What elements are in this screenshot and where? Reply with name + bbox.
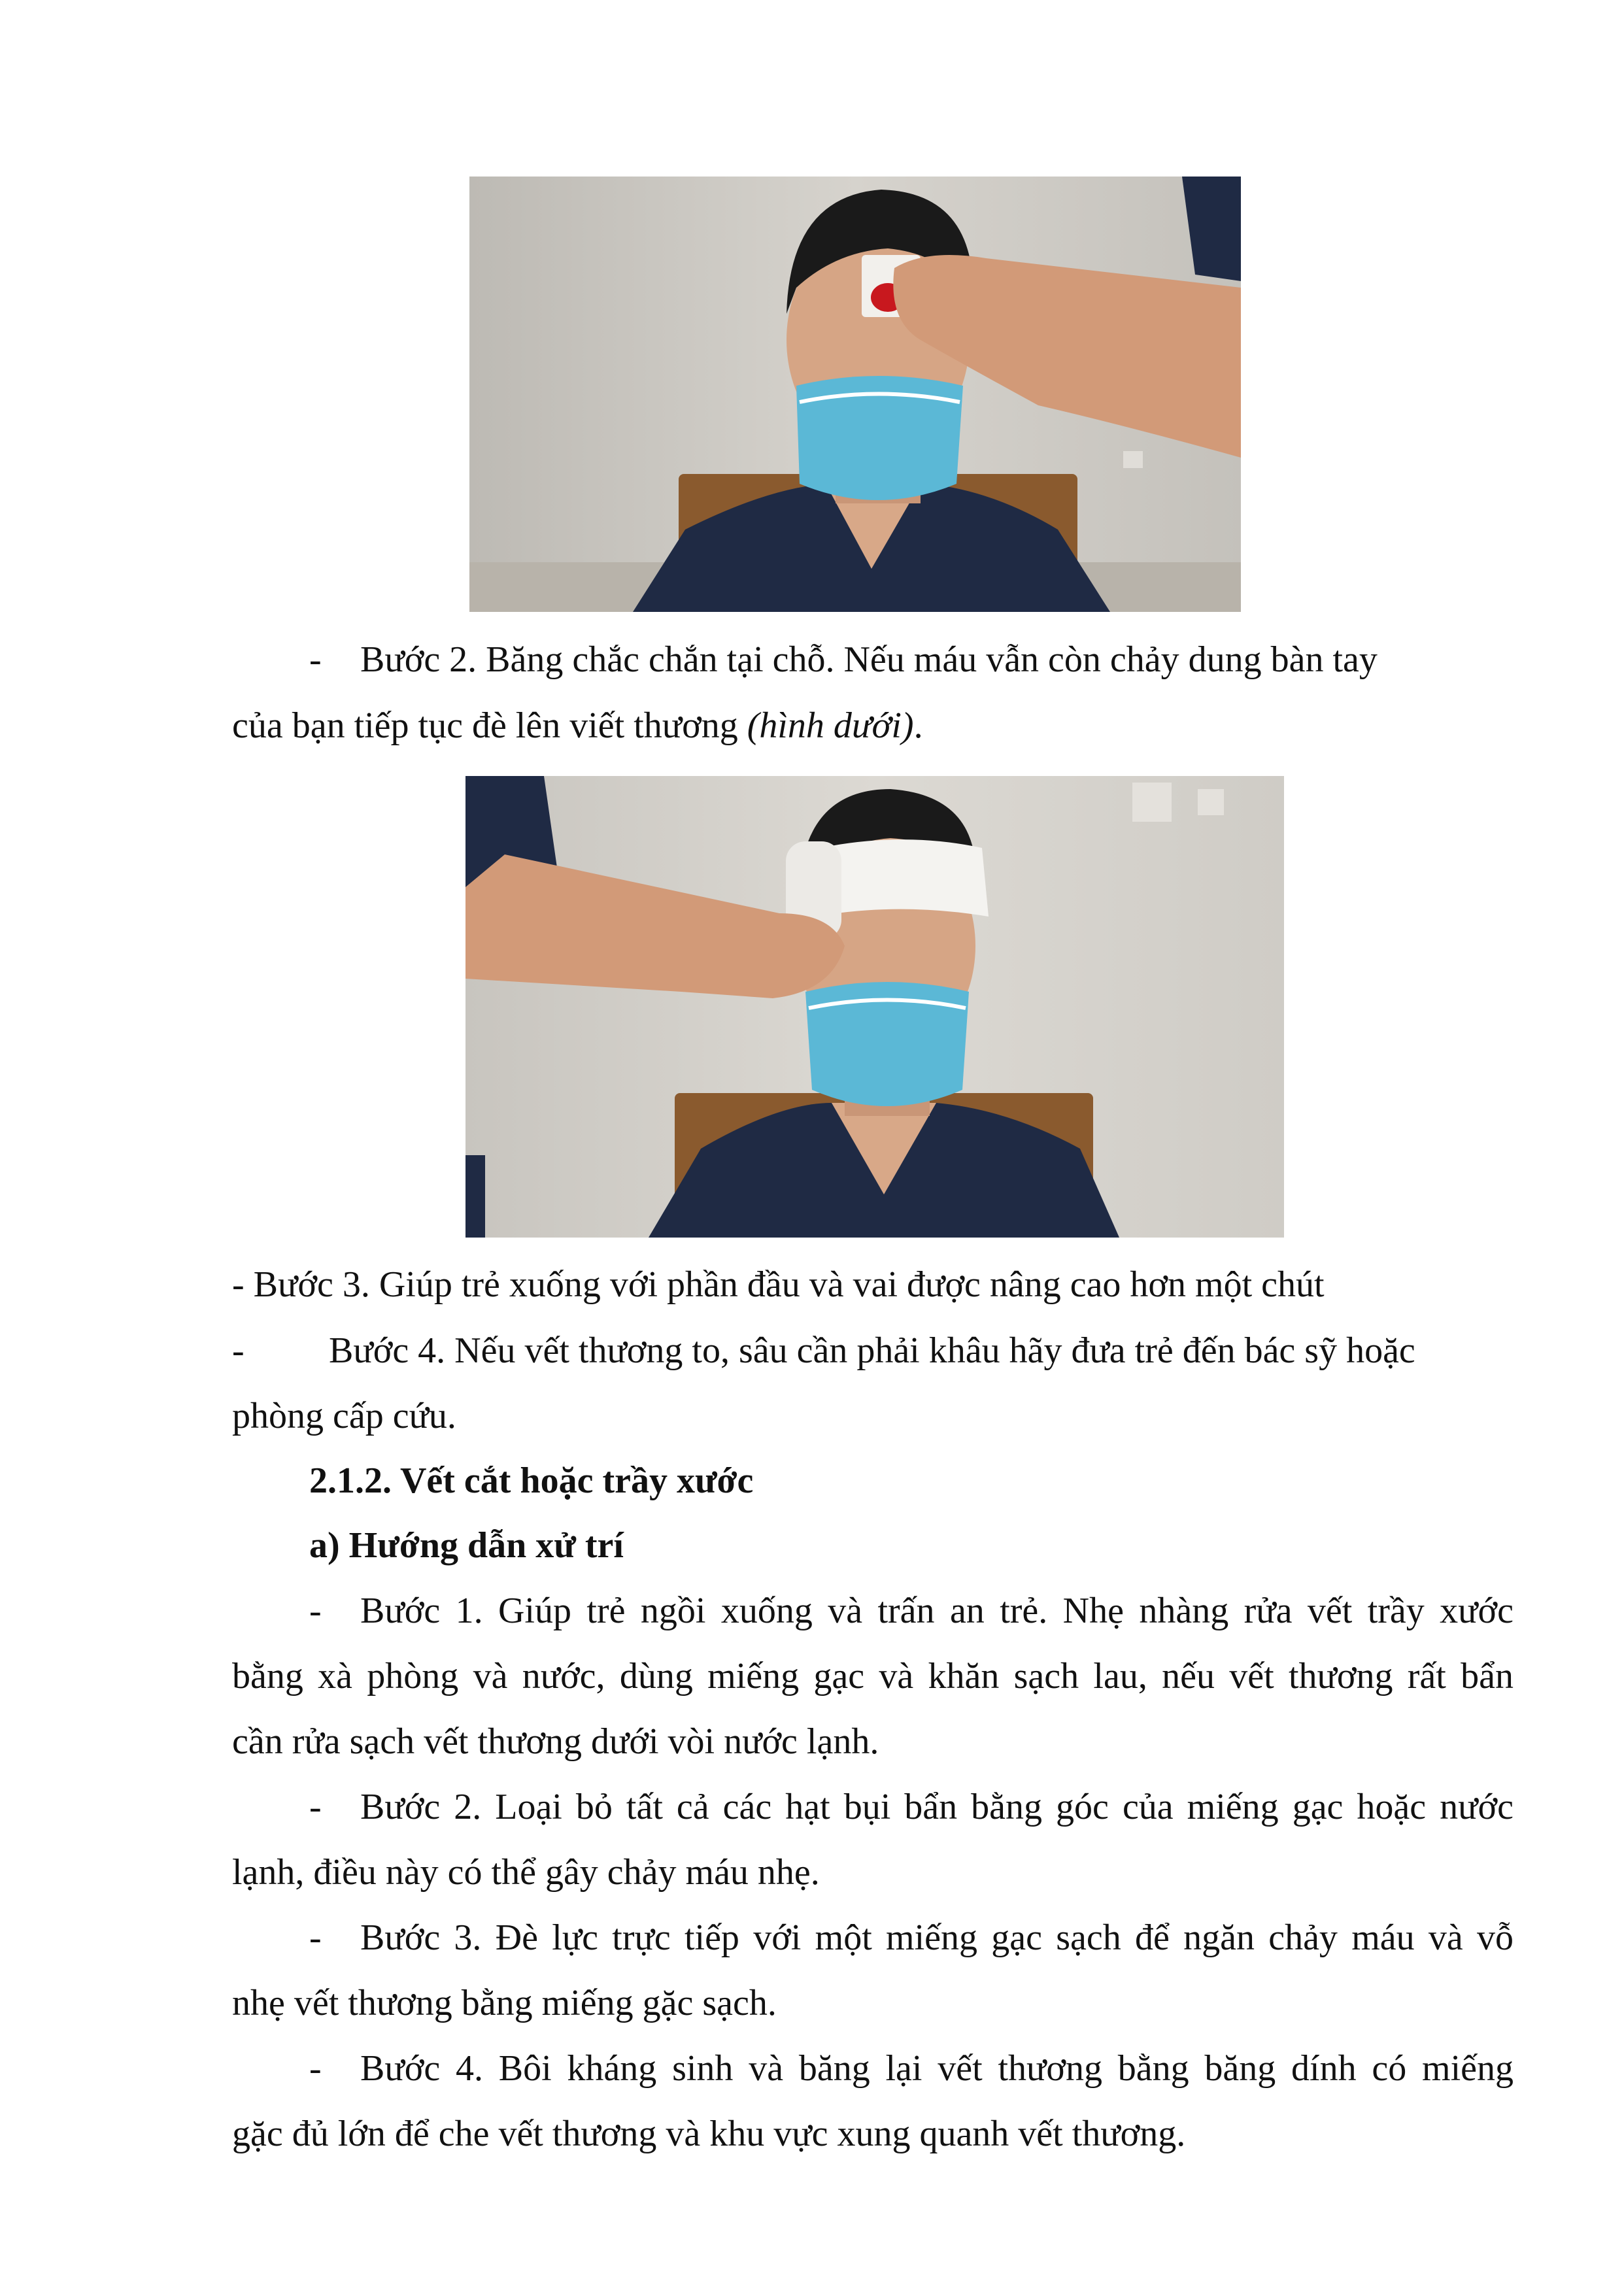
step-item-4-line2: gặc đủ lớn để che vết thương và khu vực xung quanh vết thương. — [232, 2114, 1186, 2154]
step4-line2: phòng cấp cứu. — [232, 1396, 456, 1436]
photo-forehead-gauze-pressure — [469, 177, 1241, 612]
figure-reference: (hình dưới) — [747, 705, 914, 746]
section-heading: 2.1.2. Vết cắt hoặc trầy xước — [309, 1460, 754, 1501]
step-item-3-line2: nhẹ vết thương bằng miếng gặc sạch. — [232, 1983, 777, 2023]
list-dash: - — [309, 1787, 322, 1827]
step-item-4-line1: Bước 4. Bôi kháng sinh và băng lại vết thương bằng băng dính có miếng — [360, 2048, 1514, 2089]
step-item-1-line3: cần rửa sạch vết thương dưới vòi nước lạnh. — [232, 1721, 879, 1762]
step-item-1-line1: Bước 1. Giúp trẻ ngồi xuống và trấn an trẻ. Nhẹ nhàng rửa vết trầy xước — [360, 1591, 1514, 1631]
step-item-1-line2: bằng xà phòng và nước, dùng miếng gạc và khăn sạch lau, nếu vết thương rất bẩn — [232, 1656, 1514, 1696]
step2-line2-text: của bạn tiếp tục đè lên viết thương — [232, 705, 747, 746]
list-dash: - — [309, 2048, 322, 2089]
step-item-2-line2: lạnh, điều này có thể gây chảy máu nhẹ. — [232, 1852, 820, 1893]
subheading: a) Hướng dẫn xử trí — [309, 1525, 624, 1566]
list-dash: - — [309, 1591, 322, 1631]
photo-head-bandage-wrap — [465, 776, 1284, 1238]
list-dash: - — [309, 1917, 322, 1958]
step3-line: - Bước 3. Giúp trẻ xuống với phần đầu và vai được nâng cao hơn một chút — [232, 1264, 1325, 1305]
step2-line2 — [232, 703, 923, 749]
step4-line1: Bước 4. Nếu vết thương to, sâu cần phải khâu hãy đưa trẻ đến bác sỹ hoặc — [329, 1330, 1415, 1371]
step-item-2-line1: Bước 2. Loại bỏ tất cả các hạt bụi bẩn bằng góc của miếng gạc hoặc nước — [360, 1787, 1514, 1827]
step2-line1: Bước 2. Băng chắc chắn tại chỗ. Nếu máu vẫn còn chảy dung bàn tay — [360, 639, 1378, 680]
list-dash: - — [309, 639, 322, 680]
step-item-3-line1: Bước 3. Đè lực trực tiếp với một miếng gạc sạch để ngăn chảy máu và vỗ — [360, 1917, 1514, 1958]
list-dash: - — [232, 1330, 245, 1371]
step2-line2-end: . — [913, 705, 923, 746]
